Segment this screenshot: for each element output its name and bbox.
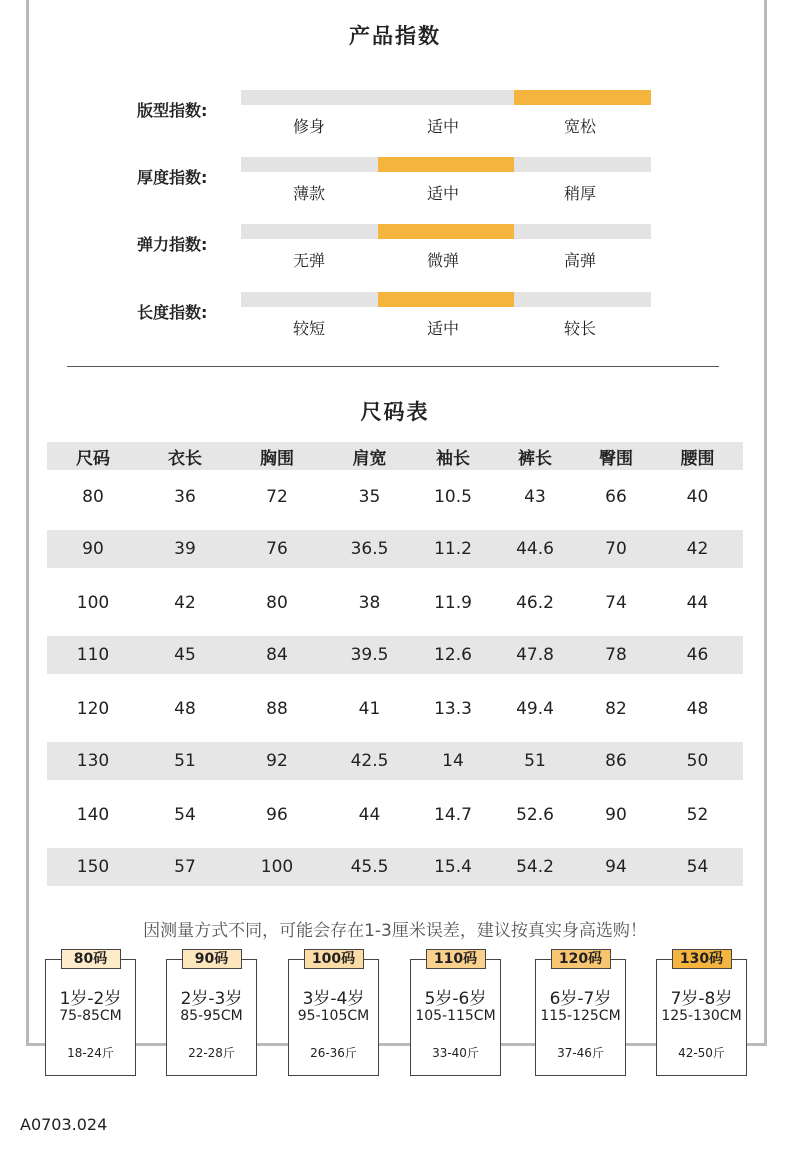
- table-row: [47, 742, 743, 780]
- index-label: 长度指数:: [137, 303, 208, 322]
- table-header-cell: 肩宽: [352, 448, 387, 469]
- table-cell: 41: [358, 698, 381, 719]
- index-option: 高弹: [563, 251, 596, 270]
- size-card-height: 95-105CM: [297, 1008, 370, 1024]
- table-cell: 84: [266, 645, 288, 665]
- table-header-cell: 胸围: [260, 448, 294, 469]
- table-cell: 90: [605, 804, 627, 825]
- table-cell: 92: [266, 751, 288, 771]
- size-card-weight: 37-46斤: [557, 1046, 604, 1060]
- table-cell: 45.5: [350, 857, 389, 877]
- size-card-height: 75-85CM: [59, 1008, 122, 1024]
- size-card-age: 5岁-6岁: [424, 989, 487, 1009]
- size-table: [47, 442, 743, 894]
- size-card: [45, 951, 136, 1076]
- index-option: 薄款: [292, 184, 325, 203]
- table-cell: 90: [82, 539, 104, 559]
- table-cell: 140: [76, 804, 110, 825]
- table-cell: 46: [686, 645, 709, 665]
- table-cell: 44.6: [516, 539, 554, 559]
- table-header-row: [47, 442, 743, 470]
- index-option: 修身: [292, 117, 325, 136]
- table-cell: 35: [358, 486, 381, 507]
- table-cell: 54: [174, 804, 196, 825]
- table-cell: 42: [174, 592, 196, 613]
- index-bar-segment: [241, 157, 378, 172]
- size-card-age: 1岁-2岁: [59, 989, 122, 1009]
- size-card-tag: 80码: [61, 949, 121, 969]
- table-cell: 45: [174, 645, 196, 665]
- index-option: 适中: [426, 117, 459, 136]
- size-card-tag: 100码: [304, 949, 364, 969]
- table-cell: 42: [686, 539, 709, 559]
- measurement-note: 因测量方式不同，可能会存在1-3厘米误差，建议按真实身高选购！: [143, 921, 647, 941]
- index-bar-segment: [514, 224, 651, 239]
- index-option: 无弹: [292, 251, 325, 270]
- index-label: 弹力指数:: [137, 235, 208, 254]
- index-label: 厚度指数:: [137, 168, 208, 187]
- index-bar-segment-selected: [378, 292, 515, 307]
- table-cell: 46.2: [516, 592, 554, 613]
- table-cell: 14: [442, 751, 464, 771]
- product-code: A0703.024: [20, 1115, 108, 1134]
- table-row: [47, 576, 743, 629]
- table-cell: 74: [605, 592, 627, 613]
- table-cell: 80: [82, 486, 104, 507]
- size-card-tag: 120码: [551, 949, 611, 969]
- product-index-title: 产品指数: [349, 24, 441, 48]
- table-row: [47, 682, 743, 735]
- table-cell: 13.3: [434, 698, 472, 719]
- index-bar-segment: [241, 224, 378, 239]
- table-cell: 14.7: [434, 804, 472, 825]
- index-bar-segment-selected: [514, 90, 651, 105]
- size-card-height: 125-130CM: [661, 1008, 742, 1024]
- table-cell: 40: [686, 486, 709, 507]
- index-bar: [241, 90, 651, 105]
- size-card-age: 7岁-8岁: [670, 989, 733, 1009]
- index-option: 较长: [563, 319, 596, 338]
- size-card-tag: 130码: [672, 949, 732, 969]
- size-card: [410, 951, 501, 1076]
- size-card: [288, 951, 379, 1076]
- size-card: [656, 951, 747, 1076]
- index-row: [0, 292, 790, 352]
- size-card-weight: 26-36斤: [310, 1046, 357, 1060]
- table-cell: 54: [686, 857, 709, 877]
- size-card-height: 105-115CM: [415, 1008, 496, 1024]
- table-cell: 47.8: [516, 645, 554, 665]
- table-cell: 94: [605, 857, 627, 877]
- size-card: [535, 951, 626, 1076]
- index-row: [0, 157, 790, 217]
- table-header-cell: 臀围: [599, 448, 633, 469]
- size-card-weight: 33-40斤: [432, 1046, 479, 1060]
- table-cell: 100: [76, 592, 110, 613]
- table-cell: 44: [358, 804, 381, 825]
- index-option: 较短: [292, 319, 325, 338]
- index-option: 适中: [426, 184, 459, 203]
- section-divider: [67, 366, 719, 367]
- index-bar-segment: [241, 292, 378, 307]
- index-option: 适中: [426, 319, 459, 338]
- table-cell: 48: [174, 698, 196, 719]
- table-cell: 52.6: [516, 804, 554, 825]
- table-cell: 130: [76, 751, 110, 771]
- table-cell: 86: [605, 751, 627, 771]
- table-cell: 15.4: [434, 857, 472, 877]
- table-cell: 50: [686, 751, 709, 771]
- table-cell: 54.2: [516, 857, 554, 877]
- index-bar-segment: [514, 157, 651, 172]
- table-cell: 88: [266, 698, 288, 719]
- table-header-cell: 衣长: [168, 448, 202, 469]
- table-header-cell: 裤长: [518, 448, 552, 469]
- table-cell: 11.2: [434, 539, 472, 559]
- table-cell: 110: [76, 645, 110, 665]
- table-cell: 82: [605, 698, 627, 719]
- size-card-height: 115-125CM: [540, 1008, 621, 1024]
- table-row: [47, 848, 743, 886]
- table-cell: 52: [686, 804, 709, 825]
- index-option: 稍厚: [563, 184, 596, 203]
- table-cell: 51: [174, 751, 196, 771]
- index-bar: [241, 224, 651, 239]
- table-cell: 49.4: [516, 698, 554, 719]
- table-cell: 11.9: [434, 592, 472, 613]
- table-row: [47, 470, 743, 523]
- table-row: [47, 530, 743, 568]
- table-header-cell: 腰围: [680, 448, 715, 469]
- size-card-tag: 110码: [426, 949, 486, 969]
- table-cell: 36.5: [350, 539, 389, 559]
- table-row: [47, 788, 743, 841]
- size-card-weight: 18-24斤: [67, 1046, 114, 1060]
- index-row: [0, 90, 790, 150]
- table-cell: 100: [260, 857, 294, 877]
- table-header-cell: 尺码: [76, 448, 110, 469]
- table-cell: 12.6: [434, 645, 472, 665]
- size-card-height: 85-95CM: [180, 1008, 243, 1024]
- table-cell: 43: [524, 486, 546, 507]
- table-cell: 48: [686, 698, 709, 719]
- index-bar: [241, 292, 651, 307]
- size-card-tag: 90码: [182, 949, 242, 969]
- table-cell: 120: [76, 698, 110, 719]
- table-cell: 39.5: [350, 645, 389, 665]
- table-cell: 39: [174, 539, 196, 559]
- size-card-age: 3岁-4岁: [302, 989, 365, 1009]
- table-cell: 42.5: [350, 751, 389, 771]
- table-cell: 72: [266, 486, 288, 507]
- index-option: 宽松: [563, 117, 596, 136]
- size-card-age: 6岁-7岁: [549, 989, 612, 1009]
- size-chart-title: 尺码表: [360, 400, 430, 424]
- table-cell: 96: [266, 804, 288, 825]
- table-cell: 57: [174, 857, 196, 877]
- index-row: [0, 224, 790, 284]
- size-card-weight: 22-28斤: [188, 1046, 235, 1060]
- table-cell: 76: [266, 539, 288, 559]
- size-card: [166, 951, 257, 1076]
- table-cell: 80: [266, 592, 288, 613]
- size-card-weight: 42-50斤: [678, 1046, 725, 1060]
- table-cell: 150: [76, 857, 110, 877]
- table-cell: 70: [605, 539, 627, 559]
- table-row: [47, 636, 743, 674]
- table-header-cell: 袖长: [436, 448, 470, 469]
- index-bar-segment-selected: [378, 224, 515, 239]
- table-cell: 66: [605, 486, 627, 507]
- index-bar-segment: [514, 292, 651, 307]
- index-option: 微弹: [426, 251, 459, 270]
- index-bar-segment: [378, 90, 515, 105]
- table-cell: 78: [605, 645, 627, 665]
- index-bar-segment-selected: [378, 157, 515, 172]
- table-cell: 10.5: [434, 486, 472, 507]
- table-cell: 44: [686, 592, 709, 613]
- table-cell: 51: [524, 751, 546, 771]
- size-card-age: 2岁-3岁: [180, 989, 243, 1009]
- table-cell: 38: [358, 592, 381, 613]
- index-bar-segment: [241, 90, 378, 105]
- index-label: 版型指数:: [137, 101, 208, 120]
- index-bar: [241, 157, 651, 172]
- table-cell: 36: [174, 486, 196, 507]
